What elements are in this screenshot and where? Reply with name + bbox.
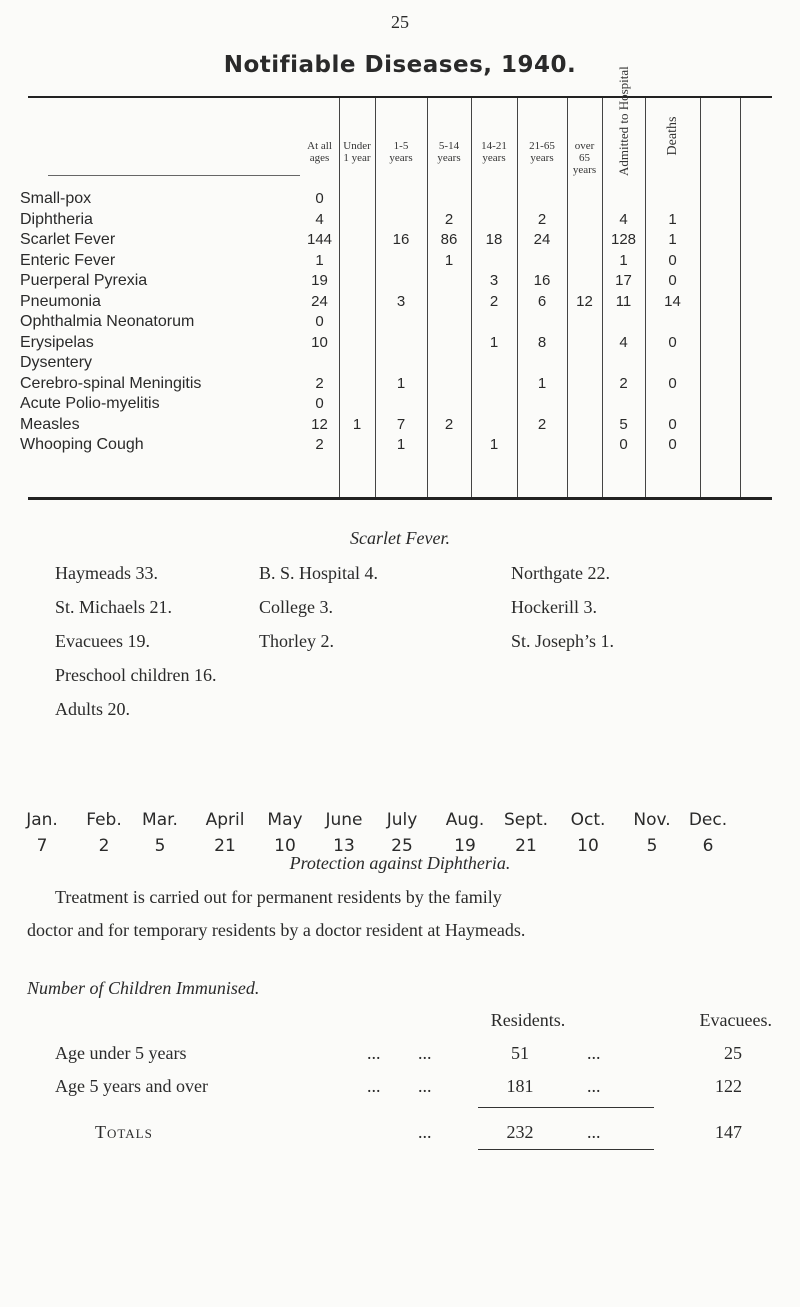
- table-cell: 6: [537, 292, 547, 310]
- month-value: 2: [98, 836, 110, 856]
- protection-title: Protection against Diphtheria.: [289, 853, 511, 873]
- totals-rule-top: [478, 1107, 654, 1108]
- immunised-row-label-1: Age 5 years and over: [55, 1076, 208, 1096]
- column-header-line: At all: [307, 140, 332, 152]
- month-value: 25: [391, 836, 413, 856]
- table-cell: 0: [668, 333, 677, 351]
- table-cell: 144: [306, 231, 333, 248]
- month-value: 21: [214, 836, 236, 856]
- table-cell: 4: [619, 210, 628, 228]
- column-divider: [740, 98, 741, 497]
- month-name: Sept.: [503, 810, 549, 830]
- page-number: 25: [391, 12, 409, 32]
- immunised-row-dots-1a: ...: [367, 1076, 381, 1096]
- scarlet-fever-title: Scarlet Fever.: [350, 528, 450, 548]
- immunised-evacuees-0: 25: [724, 1043, 742, 1063]
- diseases-table: [20, 66, 772, 500]
- column-divider: [700, 98, 701, 497]
- table-cell: 16: [392, 231, 410, 248]
- row-label: Acute Polio-myelitis: [20, 395, 160, 412]
- column-header: [428, 140, 470, 164]
- table-cell: 1: [668, 210, 677, 228]
- scarlet-col1-2: Evacuees 19.: [55, 631, 150, 651]
- scarlet-col2-0: B. S. Hospital 4.: [259, 563, 379, 583]
- row-label: Puerperal Pyrexia: [20, 272, 148, 289]
- column-header-line: ages: [309, 152, 330, 164]
- month-name: April: [205, 810, 245, 830]
- column-header-line: years: [482, 152, 506, 164]
- immunised-col-evacuees: Evacuees.: [699, 1010, 772, 1030]
- immunised-row-dots-1b: ...: [418, 1076, 432, 1096]
- scarlet-col3-2: St. Joseph’s 1.: [511, 631, 615, 651]
- column-header: [568, 140, 601, 176]
- table-cell: 5: [619, 415, 628, 433]
- column-header-admitted: Admitted to Hospital: [615, 66, 631, 176]
- column-header-line: 5-14: [438, 140, 460, 152]
- month-name: Nov.: [633, 810, 671, 830]
- table-cell: 1: [619, 251, 628, 269]
- table-cell: 2: [444, 415, 454, 433]
- table-cell: 86: [440, 231, 458, 248]
- table-cell: 128: [610, 231, 637, 248]
- row-label: Cerebro-spinal Meningitis: [20, 374, 202, 392]
- table-cell: 0: [619, 436, 628, 453]
- table-cell: 24: [311, 292, 328, 310]
- immunised-row-dots-1c: ...: [587, 1076, 601, 1096]
- page-title: Notifiable Diseases, 1940.: [223, 52, 577, 78]
- month-name: May: [267, 810, 303, 830]
- table-cell: 1: [444, 251, 454, 269]
- header-underline: [48, 175, 300, 176]
- row-label: Erysipelas: [20, 333, 94, 351]
- table-cell: 0: [315, 395, 324, 412]
- row-label: Scarlet Fever: [20, 231, 116, 248]
- table-cell: 1: [396, 374, 406, 392]
- column-header: [518, 140, 566, 164]
- table-cell: 3: [396, 292, 406, 310]
- column-header-line: 21-65: [529, 140, 555, 152]
- table-cell: 3: [489, 272, 499, 289]
- month-value: 10: [577, 836, 599, 856]
- table-cell: 12: [311, 415, 328, 433]
- column-header-line: 14-21: [481, 140, 507, 152]
- column-header: [376, 140, 426, 164]
- immunised-row-dots-0a: ...: [367, 1043, 381, 1063]
- month-name: Mar.: [142, 810, 178, 830]
- table-cell: 0: [668, 436, 677, 453]
- scarlet-preschool: Preschool children 16.: [55, 665, 217, 685]
- table-cell: 24: [533, 231, 551, 248]
- immunised-title: Number of Children Immunised.: [27, 978, 260, 998]
- protection-line-1: Treatment is carried out for permanent residents by the family: [55, 887, 502, 907]
- column-header-line: 1 year: [343, 152, 371, 164]
- totals-dots-a: ...: [418, 1122, 432, 1142]
- month-value: 5: [154, 836, 166, 856]
- scarlet-col2-2: Thorley 2.: [259, 631, 334, 651]
- scarlet-col3-1: Hockerill 3.: [511, 597, 597, 617]
- column-header-deaths: Deaths: [664, 116, 680, 156]
- table-bottom-rule: [28, 497, 772, 500]
- row-label: Pneumonia: [20, 292, 101, 310]
- month-name: Feb.: [86, 810, 122, 830]
- row-label: Measles: [20, 415, 80, 433]
- row-label: Enteric Fever: [20, 251, 116, 269]
- immunised-row-label-0: Age under 5 years: [55, 1043, 187, 1063]
- month-value: 13: [333, 836, 355, 856]
- column-header-line: years: [572, 164, 597, 176]
- table-cell: 1: [668, 231, 677, 248]
- month-name: Oct.: [570, 810, 606, 830]
- month-value: 21: [515, 836, 537, 856]
- scarlet-col2-1: College 3.: [259, 597, 333, 617]
- table-top-rule: [28, 96, 772, 98]
- month-value: 5: [646, 836, 658, 856]
- table-cell: 0: [668, 415, 677, 433]
- column-header-line: years: [530, 152, 554, 164]
- column-header-line: over 65: [574, 140, 595, 164]
- table-cell: 19: [311, 272, 328, 289]
- month-value: 10: [274, 836, 296, 856]
- table-cell: 4: [619, 333, 628, 351]
- table-cell: 1: [537, 374, 547, 392]
- column-header-line: years: [437, 152, 461, 164]
- month-name: June: [325, 810, 363, 830]
- row-label: Whooping Cough: [20, 436, 144, 453]
- row-label: Dysentery: [20, 354, 93, 371]
- row-label: Ophthalmia Neonatorum: [20, 313, 195, 330]
- column-header-line: 1-5: [393, 140, 409, 152]
- column-header-line: years: [389, 152, 413, 164]
- table-cell: 1: [352, 415, 362, 433]
- immunised-row-dots-0b: ...: [418, 1043, 432, 1063]
- table-cell: 0: [315, 313, 324, 330]
- table-cell: 17: [615, 272, 632, 289]
- row-label: Small-pox: [20, 190, 92, 207]
- table-cell: 2: [315, 436, 324, 453]
- totals-rule-bottom: [478, 1149, 654, 1150]
- month-name: Aug.: [445, 810, 485, 830]
- table-cell: 18: [485, 231, 503, 248]
- column-header-line: Under: [343, 140, 371, 152]
- month-name: July: [386, 810, 418, 830]
- table-cell: 1: [489, 436, 499, 453]
- table-cell: 2: [537, 210, 547, 228]
- row-label: Diphtheria: [20, 210, 93, 228]
- table-cell: 2: [537, 415, 547, 433]
- immunised-residents-1: 181: [506, 1076, 534, 1096]
- table-cell: 11: [615, 292, 632, 310]
- column-header: [301, 140, 338, 164]
- scarlet-col1-1: St. Michaels 21.: [55, 597, 172, 617]
- table-cell: 0: [668, 251, 677, 269]
- column-header: [340, 140, 374, 164]
- table-cell: 1: [315, 251, 324, 269]
- table-cell: 1: [396, 436, 406, 453]
- table-cell: 7: [396, 415, 406, 433]
- scarlet-adults: Adults 20.: [55, 699, 131, 719]
- table-cell: 2: [489, 292, 499, 310]
- scarlet-col1-0: Haymeads 33.: [55, 563, 158, 583]
- totals-evacuees: 147: [715, 1122, 742, 1142]
- table-cell: 2: [444, 210, 454, 228]
- month-name: Dec.: [688, 810, 728, 830]
- immunised-col-residents: Residents.: [490, 1010, 566, 1030]
- table-cell: 0: [668, 374, 677, 392]
- month-name: Jan.: [26, 810, 58, 830]
- scarlet-col3-0: Northgate 22.: [511, 563, 610, 583]
- table-cell: 2: [619, 374, 628, 392]
- table-cell: 12: [576, 292, 593, 310]
- totals-dots-b: ...: [587, 1122, 601, 1142]
- month-value: 6: [702, 836, 714, 856]
- totals-label: Totals: [95, 1122, 153, 1142]
- table-cell: 4: [315, 210, 324, 228]
- immunised-residents-0: 51: [511, 1043, 529, 1063]
- table-cell: 14: [664, 292, 681, 310]
- table-cell: 16: [533, 272, 551, 289]
- month-value: 19: [454, 836, 476, 856]
- table-cell: 8: [537, 333, 547, 351]
- table-cell: 0: [668, 272, 677, 289]
- immunised-row-dots-0c: ...: [587, 1043, 601, 1063]
- table-cell: 0: [315, 190, 324, 207]
- immunised-evacuees-1: 122: [715, 1076, 742, 1096]
- table-cell: 10: [311, 333, 328, 351]
- column-header: [472, 140, 516, 164]
- totals-residents: 232: [506, 1122, 534, 1142]
- table-cell: 1: [489, 333, 499, 351]
- table-cell: 2: [315, 374, 324, 392]
- protection-line-2: doctor and for temporary residents by a doctor resident at Haymeads.: [27, 920, 526, 940]
- month-value: 7: [36, 836, 48, 856]
